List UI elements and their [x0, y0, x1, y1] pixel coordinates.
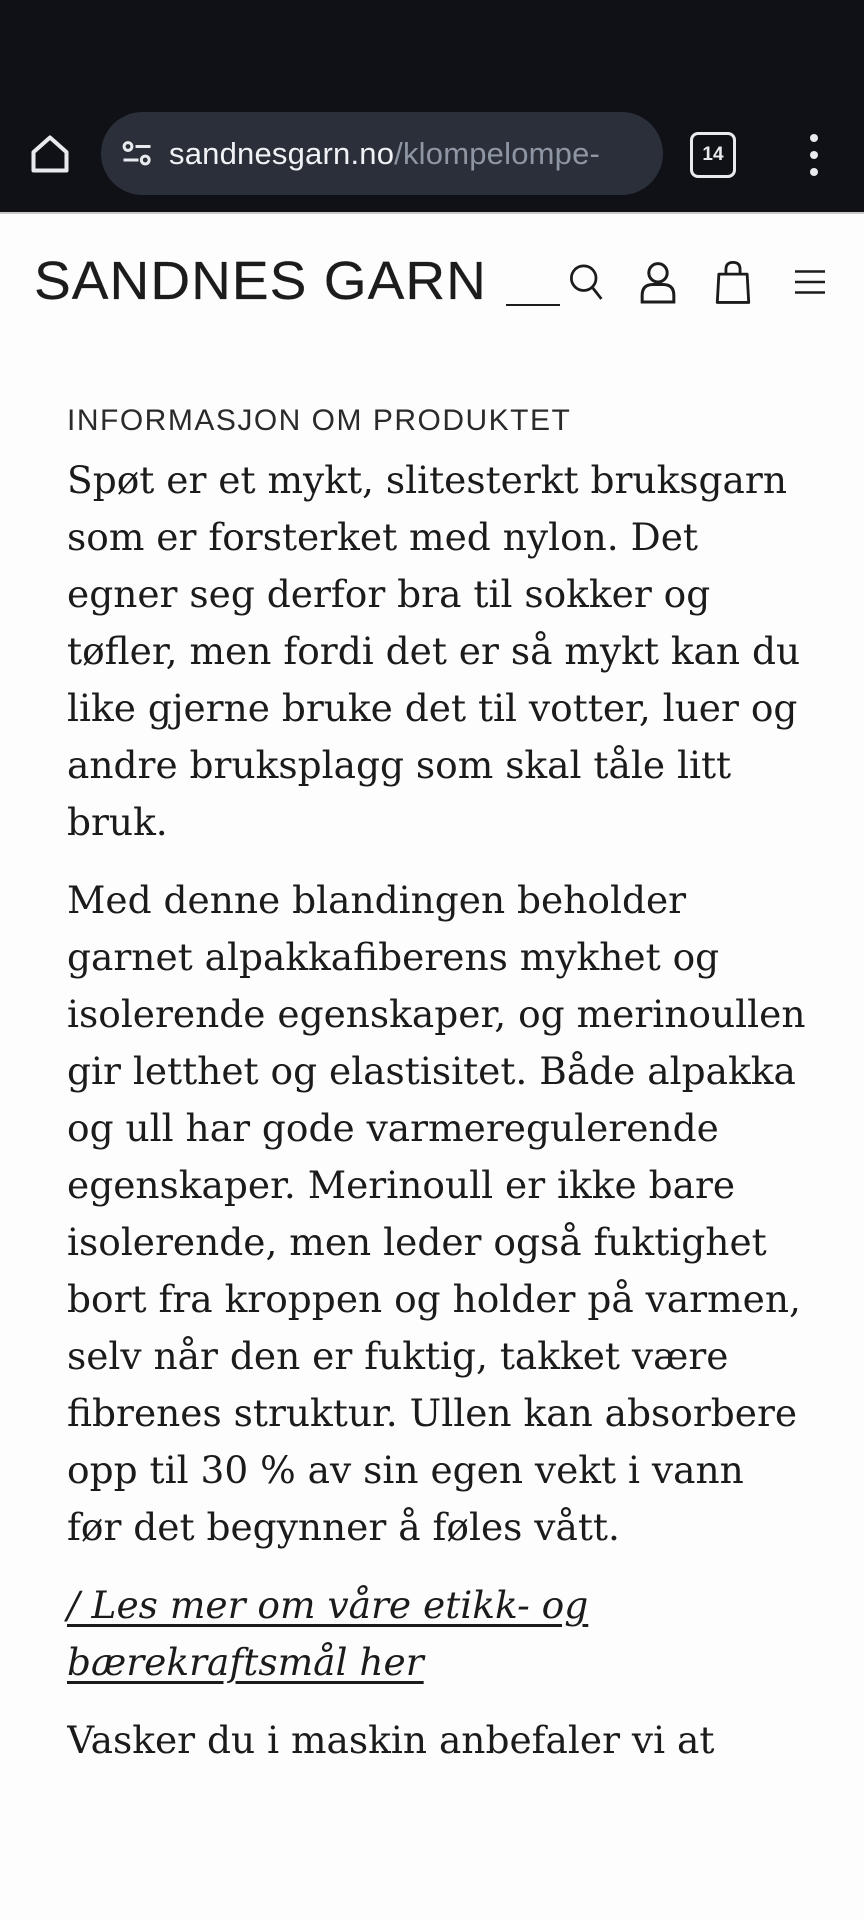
search-field-underline[interactable] [506, 304, 560, 306]
tune-icon[interactable] [115, 132, 159, 176]
section-title: INFORMASJON OM PRODUKTET [67, 404, 572, 437]
user-icon[interactable] [634, 258, 682, 306]
search-icon[interactable] [562, 258, 610, 306]
url-path: /klompelompe- [394, 135, 601, 171]
home-icon[interactable] [26, 130, 74, 178]
status-bar [0, 0, 864, 100]
url-host: sandnesgarn.no [169, 135, 395, 171]
paragraph-material-description: Med denne blandingen beholder garnet alpakkafiberens mykhet og isolerende egenskaper, og merinoullen gir letthet og elastisitet. Både alpakka og ull har gode varmeregulerende egenskaper. Merinoull er ikke bare isolerende, men leder også fuktighet bort fra kroppen og holder på varmen, selv når den er fuktig, takket være fibrenes struktur. Ullen kan absorbere opp til 30 % av sin egen vekt i vann før det begynner å føles vått. [67, 878, 806, 1549]
sustainability-link[interactable]: / Les mer om våre etikk- og bærekraftsmål her [67, 1583, 589, 1684]
url-text [169, 136, 600, 172]
paragraph-product-description: Spøt er et mykt, slitesterkt bruksgarn som er forsterket med nylon. Det egner seg derfor bra til sokker og tøfler, men fordi det er så mykt kan du like gjerne bruke det til votter, luer og andre bruksplagg som skal tåle litt bruk. [67, 458, 801, 844]
site-logo[interactable]: SANDNES GARN [34, 251, 487, 311]
hamburger-icon[interactable] [786, 258, 834, 306]
web-page [0, 212, 864, 1920]
product-info-section [67, 404, 807, 1778]
address-bar[interactable] [101, 112, 663, 195]
browser-toolbar [0, 100, 864, 212]
more-vert-icon[interactable] [796, 128, 832, 182]
paragraph-care-instructions: Vasker du i maskin anbefaler vi at [67, 1718, 715, 1757]
bag-icon[interactable] [709, 258, 757, 306]
site-header [0, 214, 864, 324]
tab-switcher-button[interactable]: 14 [690, 132, 736, 178]
